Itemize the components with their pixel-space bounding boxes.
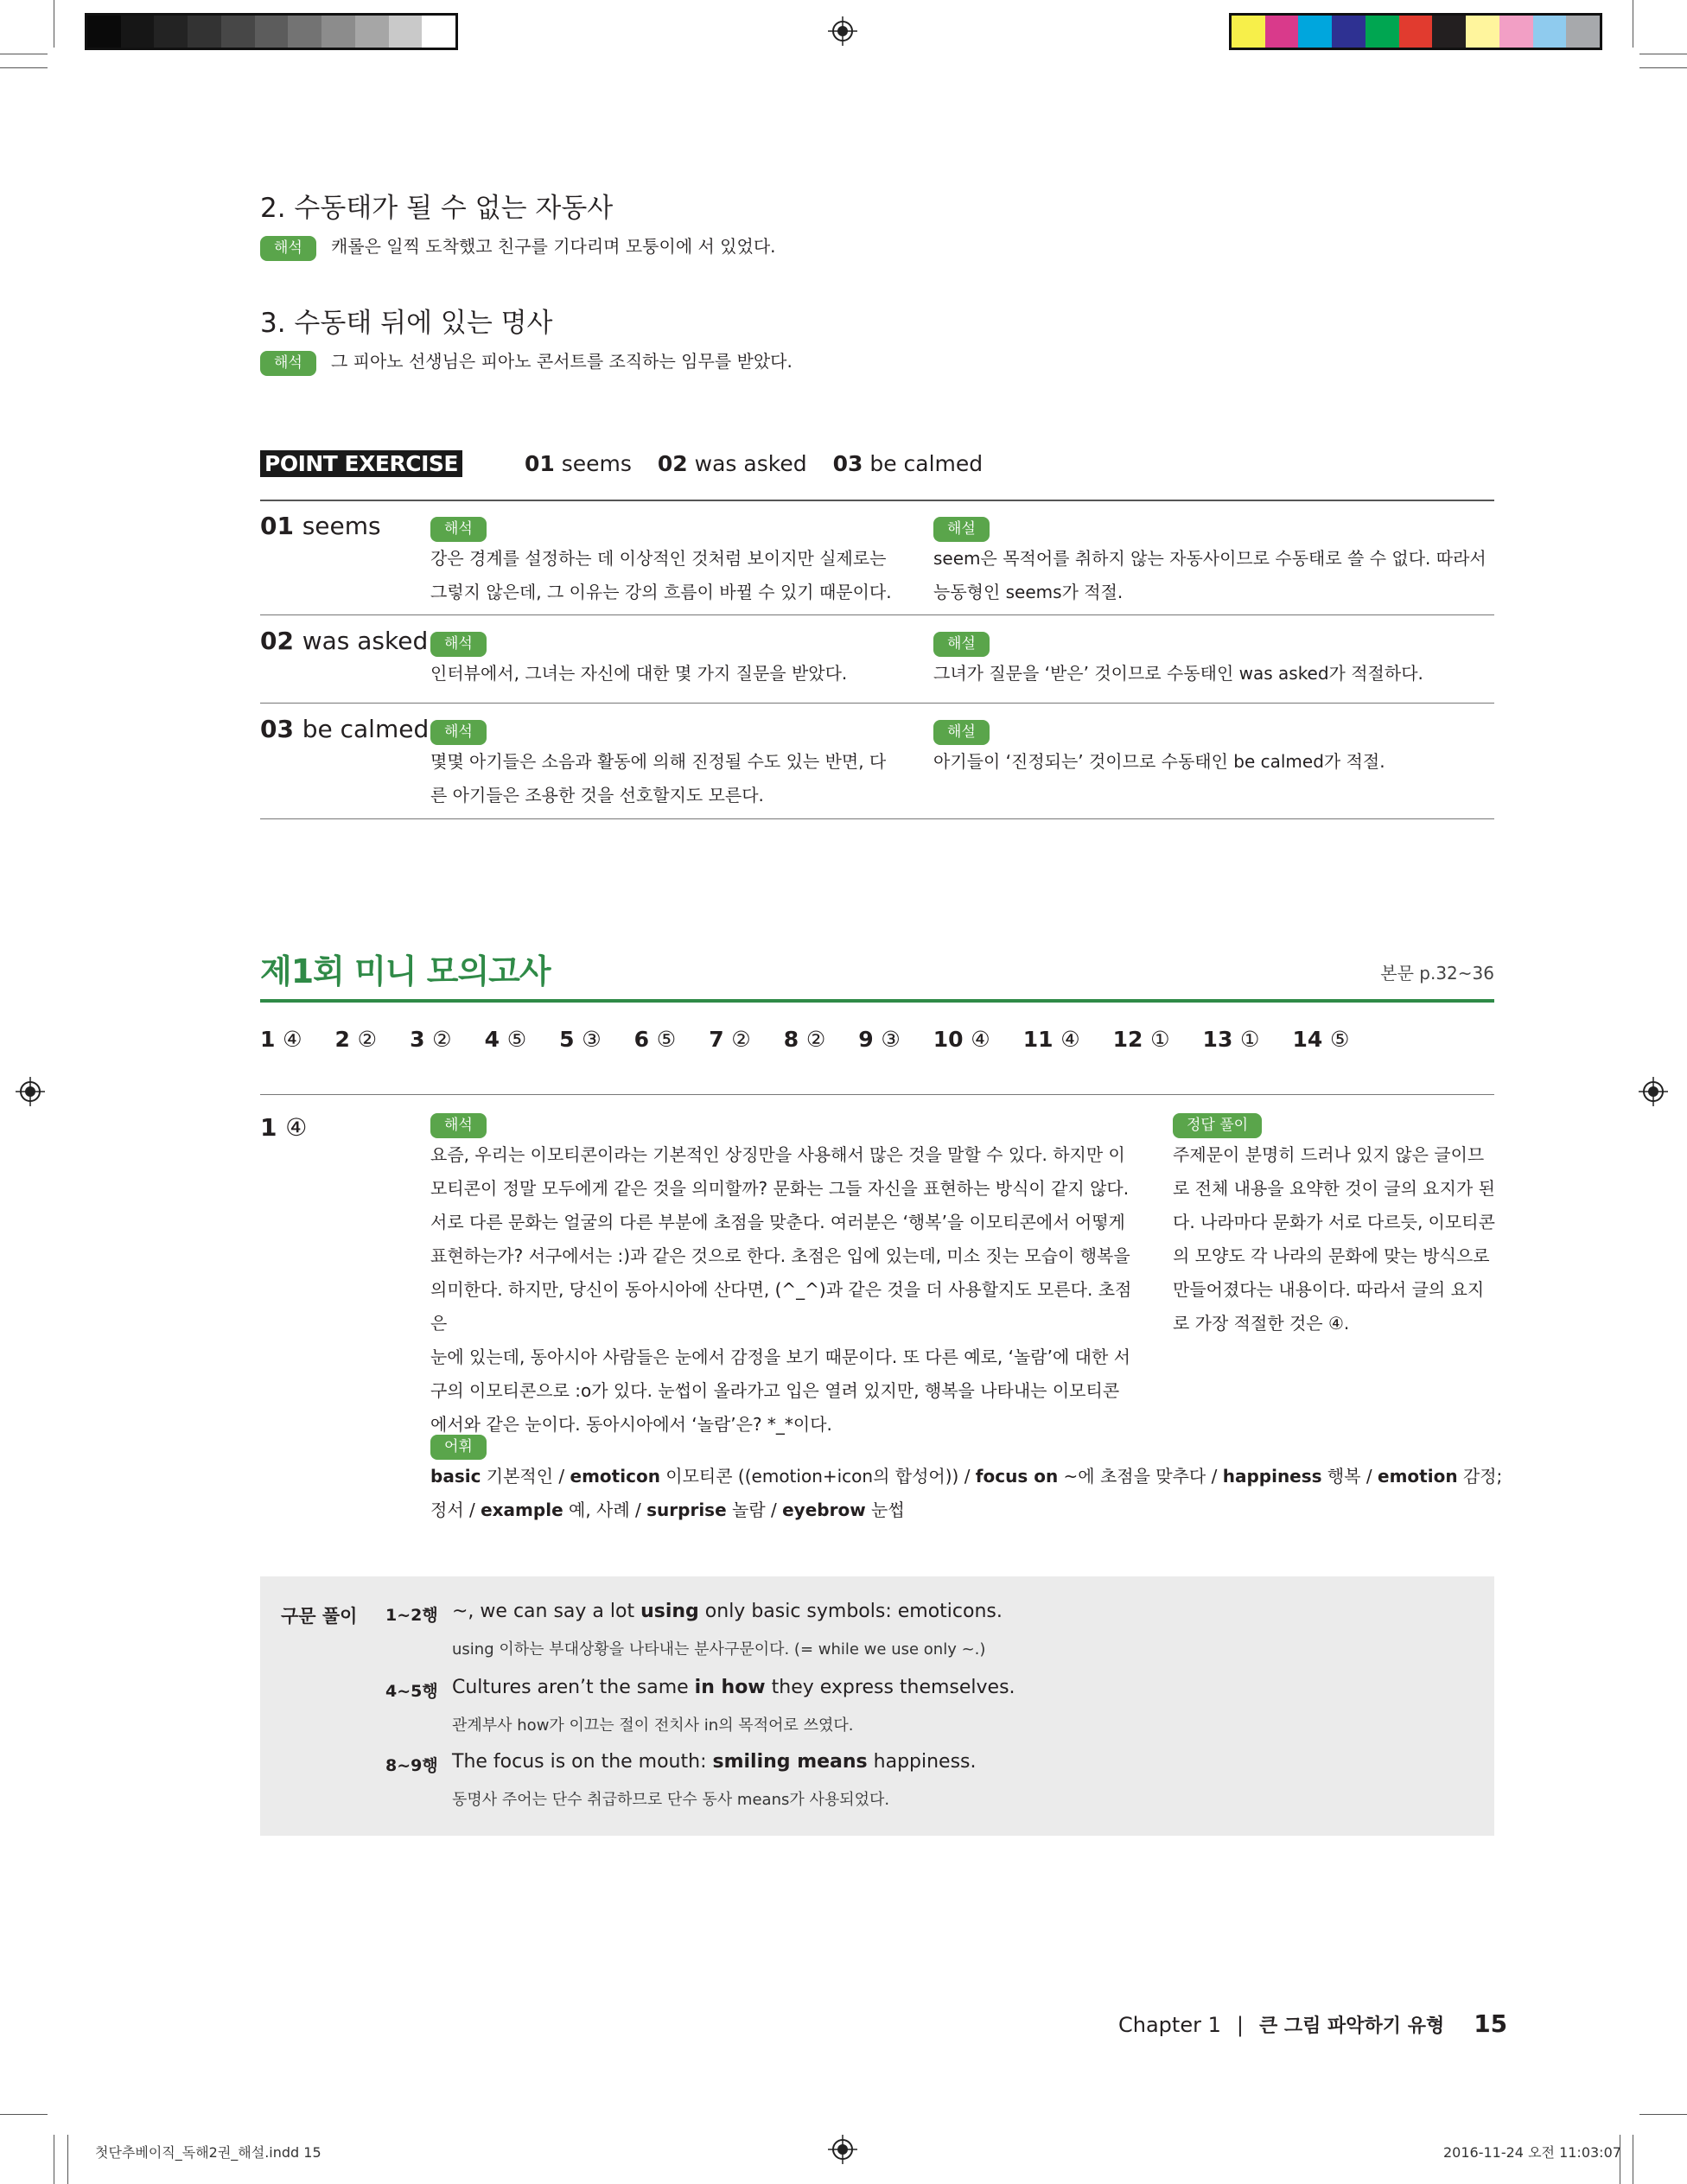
grammar-explanation-box — [260, 1576, 1494, 1836]
section-2-translation — [260, 232, 776, 261]
explanation-line: seem은 목적어를 취하지 않는 자동사이므로 수동태로 쓸 수 없다. 따라서 — [933, 548, 1486, 569]
grammar-note: 관계부사 how가 이끄는 절이 전치사 in의 목적어로 쓰였다. — [452, 1716, 854, 1735]
text-line: 서로 다른 문화는 얼굴의 다른 부분에 초점을 맞춘다. 여러분은 ‘행복’을 이모티콘에서 어떻게 — [430, 1212, 1125, 1232]
color-swatch — [321, 16, 355, 48]
color-swatch — [1332, 16, 1366, 48]
color-swatch — [1499, 16, 1533, 48]
vocab-meaning: 놀람 / — [726, 1500, 783, 1520]
question-number: 1 ④ — [260, 1113, 308, 1142]
vocabulary-tag: 어휘 — [430, 1435, 487, 1460]
answer-key-item: 2 ② — [334, 1027, 378, 1052]
text-line: 요즘, 우리는 이모티콘이라는 기본적인 상징만을 사용해서 많은 것을 말할 수 있다. 하지만 이 — [430, 1144, 1125, 1165]
answer-key-item: 14 ⑤ — [1292, 1027, 1350, 1052]
answer-key — [260, 1027, 1382, 1052]
divider — [260, 1094, 1494, 1095]
explanation-line: 능동형인 seems가 적절. — [933, 582, 1124, 602]
color-swatch — [255, 16, 289, 48]
translation-tag: 해석 — [260, 351, 316, 376]
vocabulary-line — [430, 1460, 1502, 1493]
grammar-label: 구문 풀이 — [281, 1606, 358, 1627]
vocab-word: focus on — [975, 1466, 1059, 1487]
translation-text: 그 피아노 선생님은 피아노 콘서트를 조직하는 임무를 받았다. — [330, 351, 793, 372]
vocab-word: basic — [430, 1466, 481, 1487]
answer-key-item: 5 ③ — [559, 1027, 602, 1052]
mock-exam-title: 제1회 미니 모의고사 — [260, 952, 551, 990]
text-line: 로 전체 내용을 요약한 것이 글의 요지가 된 — [1173, 1178, 1495, 1199]
translation-line: 그렇지 않은데, 그 이유는 강의 흐름이 바뀔 수 있기 때문이다. — [430, 582, 892, 602]
text-line: 의 모양도 각 나라의 문화에 맞는 방식으로 — [1173, 1245, 1490, 1266]
vocab-word: surprise — [646, 1500, 727, 1520]
color-swatch — [1533, 16, 1567, 48]
footer-separator: | — [1236, 2013, 1244, 2037]
text-line: 에서와 같은 눈이다. 동아시아에서 ‘놀람’은? *_*이다. — [430, 1414, 832, 1435]
grammar-sentence: Cultures aren’t the same in how they express themselves. — [452, 1677, 1015, 1698]
answer-key-item: 3 ② — [410, 1027, 452, 1052]
translation-body — [430, 1138, 1139, 1442]
pe-row-number: 03 be calmed — [260, 715, 430, 743]
pe-answer: 03 be calmed — [832, 451, 984, 476]
page-number: 15 — [1474, 2009, 1508, 2038]
grayscale-color-bar — [85, 13, 458, 50]
grammar-line-ref: 1~2행 — [385, 1606, 438, 1625]
explanation-tag: 해설 — [933, 720, 990, 745]
color-swatch — [1566, 16, 1600, 48]
color-swatch — [154, 16, 188, 48]
translation-text: 캐롤은 일찍 도착했고 친구를 기다리며 모퉁이에 서 있었다. — [330, 236, 776, 257]
translation-line: 인터뷰에서, 그녀는 자신에 대한 몇 가지 질문을 받았다. — [430, 663, 848, 684]
answer-key-item: 11 ④ — [1022, 1027, 1080, 1052]
color-swatch — [1265, 16, 1299, 48]
vocabulary — [430, 1435, 1502, 1527]
color-swatch — [288, 16, 321, 48]
color-swatch — [1399, 16, 1433, 48]
vocab-meaning: ~에 초점을 맞추다 / — [1058, 1466, 1223, 1487]
pe-row-explanation — [933, 632, 1423, 691]
color-swatch — [1366, 16, 1399, 48]
translation-line: 른 아기들은 조용한 것을 선호할지도 모른다. — [430, 785, 764, 805]
text-line: 모티콘이 정말 모두에게 같은 것을 의미할까? 문화는 그들 자신을 표현하는 방식이 같지 않다. — [430, 1178, 1130, 1199]
pe-row-translation — [430, 517, 892, 609]
color-swatch — [422, 16, 455, 48]
answer-explanation-tag: 정답 풀이 — [1173, 1113, 1262, 1138]
page-footer — [1118, 2009, 1507, 2038]
grammar-line-ref: 4~5행 — [385, 1682, 438, 1701]
color-swatch — [1432, 16, 1466, 48]
explanation-tag: 해설 — [933, 632, 990, 657]
color-swatch — [1298, 16, 1332, 48]
registration-mark-icon — [1639, 1077, 1668, 1106]
grammar-note: 동명사 주어는 단수 취급하므로 단수 동사 means가 사용되었다. — [452, 1791, 890, 1809]
translation-tag: 해석 — [430, 1113, 487, 1138]
color-swatch — [1232, 16, 1265, 48]
grammar-note: using 이하는 부대상황을 나타내는 분사구문이다. (= while we use only ~.) — [452, 1640, 986, 1659]
pe-answer: 01 seems — [524, 451, 632, 476]
grammar-sentence: ~, we can say a lot using only basic symbols: emoticons. — [452, 1601, 1003, 1622]
translation-tag: 해석 — [430, 517, 487, 542]
vocab-word: emotion — [1378, 1466, 1458, 1487]
section-3-title: 3. 수동태 뒤에 있는 명사 — [260, 308, 553, 339]
answer-key-item: 13 ① — [1202, 1027, 1260, 1052]
registration-mark-icon — [828, 2135, 857, 2164]
color-swatch — [355, 16, 389, 48]
translation-tag: 해석 — [430, 632, 487, 657]
text-line: 눈에 있는데, 동아시아 사람들은 눈에서 감정을 보기 때문이다. 또 다른 예로, ‘놀람’에 대한 서 — [430, 1347, 1130, 1367]
point-exercise-header — [260, 450, 983, 477]
answer-explanation-body — [1173, 1138, 1497, 1340]
vocab-word: eyebrow — [782, 1500, 866, 1520]
question-1-answer-explanation — [1173, 1113, 1497, 1340]
vocab-meaning: 기본적인 / — [481, 1466, 570, 1487]
vocabulary-line: 정서 / example 예, 사례 / surprise 놀람 / eyebrow 눈썹 — [430, 1500, 905, 1520]
grammar-line-ref: 8~9행 — [385, 1756, 438, 1775]
color-swatch — [87, 16, 121, 48]
color-swatch — [121, 16, 155, 48]
answer-key-item: 12 ① — [1112, 1027, 1170, 1052]
text-line: 표현하는가? 서구에서는 :)과 같은 것으로 한다. 초점은 입에 있는데, 미소 짓는 모습이 행복을 — [430, 1245, 1130, 1266]
vocab-meaning: 예, 사례 / — [563, 1500, 647, 1520]
registration-mark-icon — [828, 16, 857, 46]
divider — [260, 818, 1494, 819]
pe-row-translation — [430, 720, 886, 812]
color-swatch — [1466, 16, 1499, 48]
registration-mark-icon — [16, 1077, 45, 1106]
slug-date-info: 2016-11-24 오전 11:03:07 — [1443, 2144, 1621, 2161]
answer-key-item: 8 ② — [783, 1027, 826, 1052]
divider — [260, 703, 1494, 704]
question-1-translation — [430, 1113, 1139, 1442]
divider — [260, 614, 1494, 615]
answer-key-item: 4 ⑤ — [484, 1027, 527, 1052]
text-line: 구의 이모티콘으로 :o가 있다. 눈썹이 올라가고 입은 열려 있지만, 행복을 나타내는 이모티콘 — [430, 1380, 1120, 1401]
vocab-word: emoticon — [570, 1466, 660, 1487]
answer-key-item: 7 ② — [709, 1027, 751, 1052]
divider — [260, 500, 1494, 501]
text-line: 다. 나라마다 문화가 서로 다르듯, 이모티콘 — [1173, 1212, 1495, 1232]
point-exercise-title: POINT EXERCISE — [260, 450, 462, 477]
vocab-word: happiness — [1222, 1466, 1322, 1487]
pe-row-explanation — [933, 720, 1385, 779]
process-color-bar — [1229, 13, 1602, 50]
text-line: 만들어졌다는 내용이다. 따라서 글의 요지 — [1173, 1279, 1485, 1300]
page-reference: 본문 p.32~36 — [1380, 963, 1494, 984]
pe-row-translation — [430, 632, 847, 691]
translation-tag: 해석 — [260, 236, 316, 261]
translation-line: 몇몇 아기들은 소음과 활동에 의해 진정될 수도 있는 반면, 다 — [430, 751, 887, 772]
text-line: 로 가장 적절한 것은 ④. — [1173, 1313, 1350, 1334]
explanation-line: 아기들이 ‘진정되는’ 것이므로 수동태인 be calmed가 적절. — [933, 751, 1385, 772]
pe-row-number: 02 was asked — [260, 627, 429, 655]
answer-key-item: 10 ④ — [933, 1027, 990, 1052]
text-line: 의미한다. 하지만, 당신이 동아시아에 산다면, (^_^)과 같은 것을 더 사용할지도 모른다. 초점은 — [430, 1279, 1132, 1334]
grammar-sentence: The focus is on the mouth: smiling means happiness. — [452, 1751, 977, 1773]
section-2-title: 2. 수동태가 될 수 없는 자동사 — [260, 193, 614, 224]
vocab-meaning: 감정; — [1457, 1466, 1503, 1487]
explanation-tag: 해설 — [933, 517, 990, 542]
answer-key-item: 1 ④ — [260, 1027, 302, 1052]
vocab-meaning: 행복 / — [1321, 1466, 1378, 1487]
translation-line: 강은 경계를 설정하는 데 이상적인 것처럼 보이지만 실제로는 — [430, 548, 887, 569]
color-swatch — [188, 16, 221, 48]
answer-key-item: 9 ③ — [858, 1027, 901, 1052]
section-3-translation — [260, 347, 793, 376]
pe-answer: 02 was asked — [657, 451, 807, 476]
slug-file-info: 첫단추베이직_독해2권_해설.indd 15 — [95, 2144, 321, 2161]
mock-exam-rule — [260, 999, 1494, 1003]
pe-row-explanation — [933, 517, 1486, 609]
color-swatch — [389, 16, 423, 48]
vocab-meaning: 눈썹 — [865, 1500, 905, 1520]
explanation-line: 그녀가 질문을 ‘받은’ 것이므로 수동태인 was asked가 적절하다. — [933, 663, 1423, 684]
vocab-meaning: 이모티콘 ((emotion+icon의 합성어)) / — [659, 1466, 976, 1487]
answer-key-item: 6 ⑤ — [633, 1027, 677, 1052]
chapter-label: Chapter 1 — [1118, 2013, 1221, 2037]
pe-row-number: 01 seems — [260, 512, 381, 540]
vocab-word: example — [481, 1500, 563, 1520]
text-line: 주제문이 분명히 드러나 있지 않은 글이므 — [1173, 1144, 1485, 1165]
translation-tag: 해석 — [430, 720, 487, 745]
chapter-title: 큰 그림 파악하기 유형 — [1258, 2015, 1445, 2037]
color-swatch — [221, 16, 255, 48]
